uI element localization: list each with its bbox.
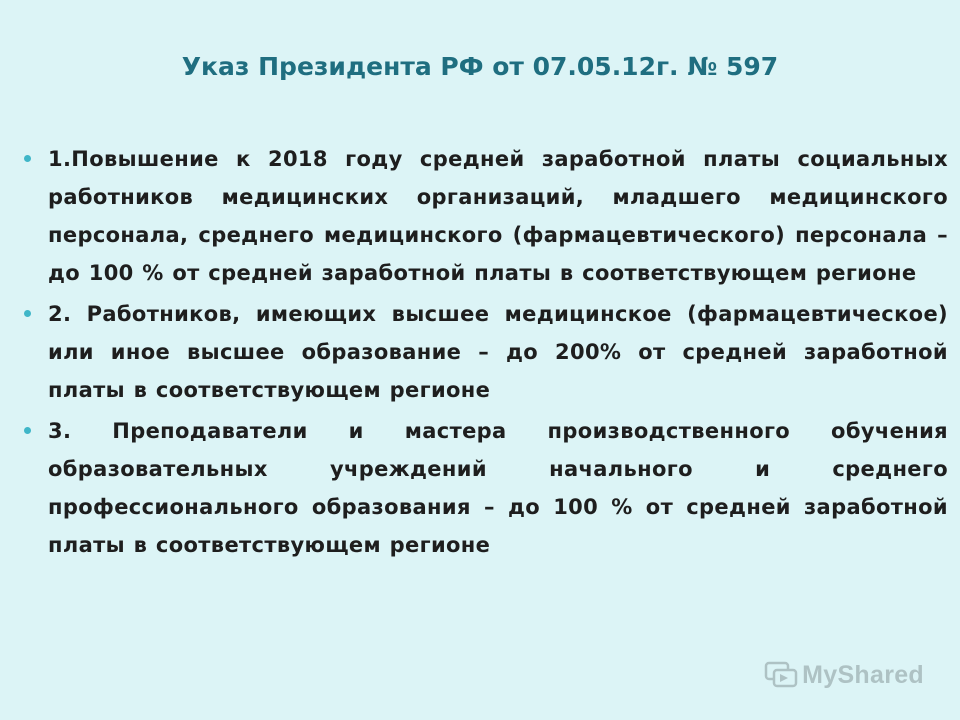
bullet-list — [22, 140, 948, 567]
bullet-item-2 — [22, 295, 948, 409]
bullet-dot-icon — [24, 155, 31, 162]
slide-title: Указ Президента РФ от 07.05.12г. № 597 — [181, 52, 779, 81]
bullet-dot-icon — [24, 310, 31, 317]
bullet-text: 2. Работников, имеющих высшее медицинское (фармацевтическое) или иное высшее образование – до 200% от средней заработной платы в соответствующем регионе — [48, 302, 948, 402]
myshared-logo-icon — [764, 660, 798, 690]
bullet-text: 1.Повышение к 2018 году средней заработной платы социальных работников медицинских организаций, младшего медицинского персонала, среднего медицинского (фармацевтического) персонала – до 100 % от средней заработной платы в соответствующем регионе — [48, 147, 948, 285]
bullet-text: 3. Преподаватели и мастера производственного обучения образовательных учреждений начального и среднего профессионального образования – до 100 % от средней заработной платы в соответствующем регионе — [48, 419, 948, 557]
watermark-text: MyShared — [802, 660, 924, 689]
bullet-item-1 — [22, 140, 948, 292]
watermark — [764, 660, 924, 690]
bullet-dot-icon — [24, 427, 31, 434]
bullet-item-3 — [22, 412, 948, 564]
